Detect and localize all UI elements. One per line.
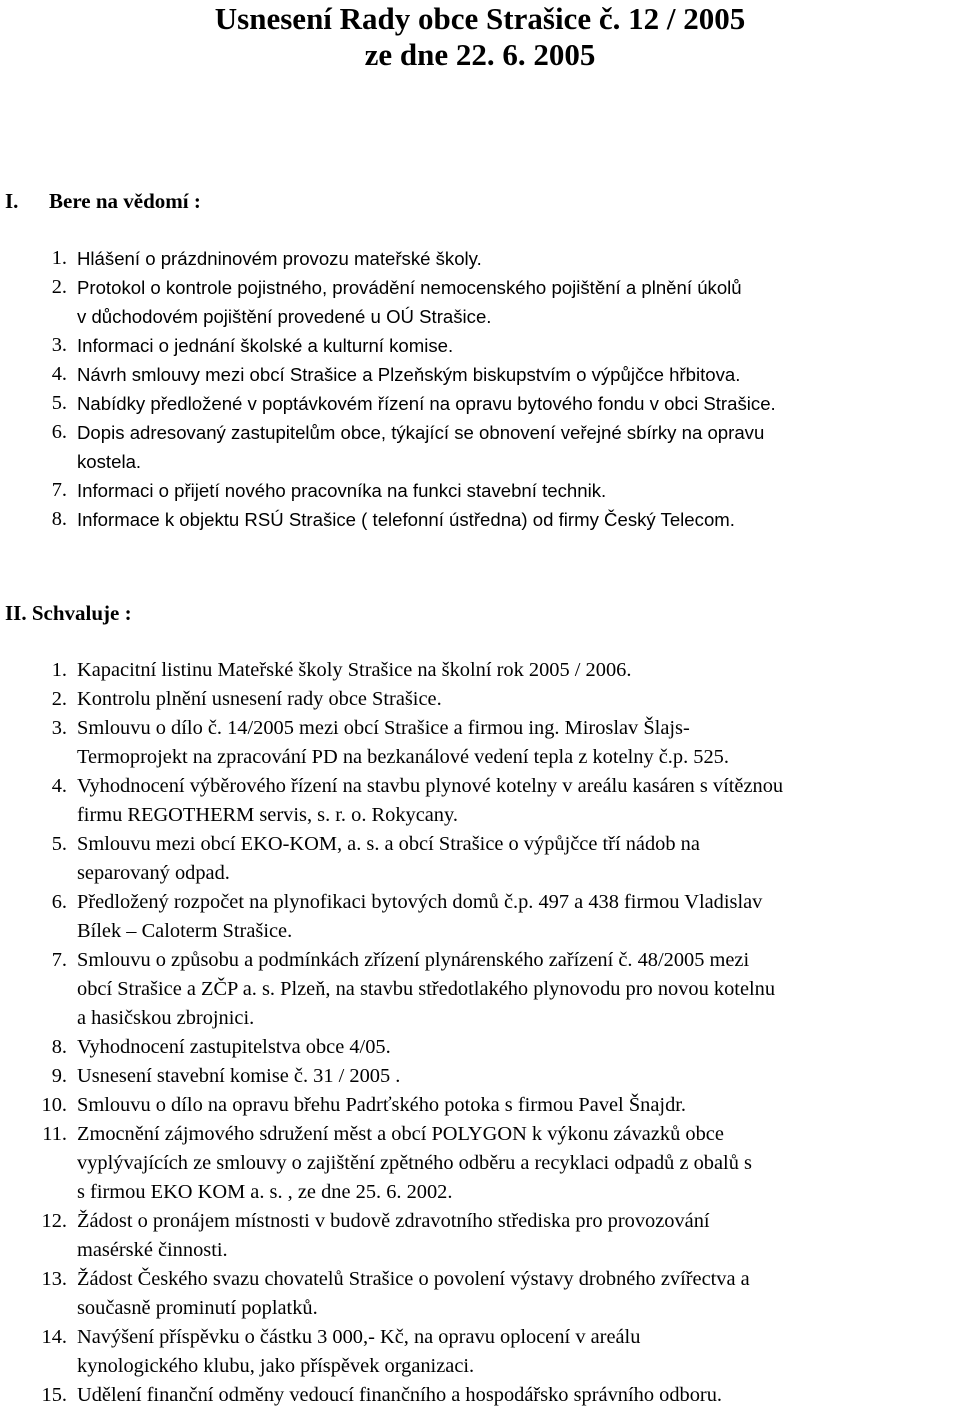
list-item bbox=[0, 1120, 960, 1207]
list-item bbox=[0, 1062, 960, 1091]
list-item bbox=[0, 1033, 960, 1062]
item-text-line: masérské činnosti. bbox=[77, 1239, 228, 1261]
item-text-line: Informace k objektu RSÚ Strašice ( telefonní ústředna) od firmy Český Telecom. bbox=[77, 509, 735, 530]
item-text-line: Smlouvu mezi obcí EKO-KOM, a. s. a obcí Strašice o výpůjčce tří nádob na bbox=[77, 833, 700, 855]
item-text-line: Žádost o pronájem místnosti v budově zdravotního střediska pro provozování bbox=[77, 1210, 710, 1232]
item-text-line: Informaci o přijetí nového pracovníka na funkci stavební technik. bbox=[77, 480, 607, 501]
list-item bbox=[0, 1091, 960, 1120]
list-item bbox=[0, 1265, 960, 1323]
item-number: 6. bbox=[51, 891, 67, 913]
section-1-heading bbox=[5, 188, 201, 214]
item-text-line: Usnesení stavební komise č. 31 / 2005 . bbox=[77, 1065, 401, 1087]
item-number: 5. bbox=[51, 833, 67, 855]
item-text-line: Smlouvu o způsobu a podmínkách zřízení plynárenského zařízení č. 48/2005 mezi bbox=[77, 949, 750, 971]
item-number: 2. bbox=[51, 688, 67, 710]
item-text-line: kynologického klubu, jako příspěvek organizaci. bbox=[77, 1355, 475, 1377]
document-date: ze dne 22. 6. 2005 bbox=[364, 37, 596, 72]
list-item bbox=[0, 1207, 960, 1265]
item-number: 2. bbox=[51, 276, 67, 298]
item-text-line: Vyhodnocení výběrového řízení na stavbu plynové kotelny v areálu kasáren s vítěznou bbox=[77, 775, 784, 797]
list-item bbox=[0, 1381, 960, 1410]
item-number: 4. bbox=[51, 363, 67, 385]
list-item bbox=[0, 1323, 960, 1381]
item-number: 3. bbox=[51, 717, 67, 739]
item-number: 7. bbox=[51, 949, 67, 971]
item-number: 14. bbox=[41, 1326, 67, 1348]
section-1-list bbox=[0, 244, 960, 534]
item-text-line: Kapacitní listinu Mateřské školy Strašice na školní rok 2005 / 2006. bbox=[77, 659, 632, 681]
list-item bbox=[0, 273, 960, 331]
item-number: 9. bbox=[51, 1065, 67, 1087]
item-number: 15. bbox=[41, 1384, 67, 1406]
item-text-line: Zmocnění zájmového sdružení měst a obcí POLYGON k výkonu závazků obce bbox=[77, 1123, 724, 1145]
list-item bbox=[0, 360, 960, 389]
item-text-line: Předložený rozpočet na plynofikaci bytových domů č.p. 497 a 438 firmou Vladislav bbox=[77, 891, 763, 913]
document-title: Usnesení Rady obce Strašice č. 12 / 2005 bbox=[214, 1, 746, 36]
item-number: 1. bbox=[51, 247, 67, 269]
list-item bbox=[0, 830, 960, 888]
item-text-line: vyplývajících ze smlouvy o zajištění zpětného odběru a recyklaci odpadů z obalů s bbox=[77, 1152, 752, 1174]
section-1-title: Bere na vědomí : bbox=[49, 189, 201, 213]
item-text-line: a hasičskou zbrojnici. bbox=[77, 1007, 255, 1029]
item-text-line: Vyhodnocení zastupitelstva obce 4/05. bbox=[77, 1036, 391, 1058]
section-2-heading: II. Schvaluje : bbox=[5, 601, 132, 625]
list-item bbox=[0, 685, 960, 714]
item-text-line: Udělení finanční odměny vedoucí finančního a hospodářsko správního odboru. bbox=[77, 1384, 722, 1406]
item-text-line: Dopis adresovaný zastupitelům obce, týkající se obnovení veřejné sbírky na opravu bbox=[77, 422, 765, 443]
item-text-line: Navýšení příspěvku o částku 3 000,- Kč, na opravu oplocení v areálu bbox=[77, 1326, 641, 1348]
item-number: 3. bbox=[51, 334, 67, 356]
list-item bbox=[0, 331, 960, 360]
section-2-list bbox=[0, 656, 960, 1410]
item-text-line: Nabídky předložené v poptávkovém řízení na opravu bytového fondu v obci Strašice. bbox=[77, 393, 776, 414]
item-text-line: současně prominutí poplatků. bbox=[77, 1297, 318, 1319]
item-text-line: Návrh smlouvy mezi obcí Strašice a Plzeňským biskupstvím o výpůjčce hřbitova. bbox=[77, 364, 741, 385]
item-number: 11. bbox=[42, 1123, 67, 1145]
list-item bbox=[0, 772, 960, 830]
item-text-line: Smlouvu o dílo na opravu břehu Padrťského potoka s firmou Pavel Šnajdr. bbox=[77, 1094, 687, 1116]
item-text-line: Protokol o kontrole pojistného, provádění nemocenského pojištění a plnění úkolů bbox=[77, 277, 742, 298]
item-number: 12. bbox=[41, 1210, 67, 1232]
item-text-line: obcí Strašice a ZČP a. s. Plzeň, na stavbu středotlakého plynovodu pro novou kotelnu bbox=[77, 978, 776, 1000]
item-text-line: Kontrolu plnění usnesení rady obce Strašice. bbox=[77, 688, 442, 710]
list-item bbox=[0, 656, 960, 685]
item-number: 8. bbox=[51, 508, 67, 530]
item-number: 5. bbox=[51, 392, 67, 414]
item-text-line: firmu REGOTHERM servis, s. r. o. Rokycany. bbox=[77, 804, 458, 826]
list-item bbox=[0, 476, 960, 505]
item-text-line: s firmou EKO KOM a. s. , ze dne 25. 6. 2002. bbox=[77, 1181, 453, 1203]
item-text-line: separovaný odpad. bbox=[77, 862, 230, 884]
item-text-line: v důchodovém pojištění provedené u OÚ Strašice. bbox=[77, 306, 492, 327]
item-number: 1. bbox=[51, 659, 67, 681]
item-number: 7. bbox=[51, 479, 67, 501]
list-item bbox=[0, 714, 960, 772]
item-number: 6. bbox=[51, 421, 67, 443]
item-text-line: Bílek – Caloterm Strašice. bbox=[77, 920, 293, 942]
list-item bbox=[0, 946, 960, 1033]
item-number: 13. bbox=[41, 1268, 67, 1290]
item-text-line: kostela. bbox=[77, 451, 142, 472]
item-number: 8. bbox=[51, 1036, 67, 1058]
list-item bbox=[0, 505, 960, 534]
item-text-line: Žádost Českého svazu chovatelů Strašice o povolení výstavy drobného zvířectva a bbox=[77, 1268, 750, 1290]
item-text-line: Termoprojekt na zpracování PD na bezkanálové vedení tepla z kotelny č.p. 525. bbox=[77, 746, 729, 768]
list-item bbox=[0, 418, 960, 476]
list-item bbox=[0, 244, 960, 273]
item-text-line: Informaci o jednání školské a kulturní komise. bbox=[77, 335, 454, 356]
item-text-line: Hlášení o prázdninovém provozu mateřské školy. bbox=[77, 248, 482, 269]
section-1-roman: I. bbox=[5, 189, 19, 213]
list-item bbox=[0, 888, 960, 946]
item-number: 10. bbox=[41, 1094, 67, 1116]
item-text-line: Smlouvu o dílo č. 14/2005 mezi obcí Strašice a firmou ing. Miroslav Šlajs- bbox=[77, 717, 690, 739]
list-item bbox=[0, 389, 960, 418]
item-number: 4. bbox=[51, 775, 67, 797]
